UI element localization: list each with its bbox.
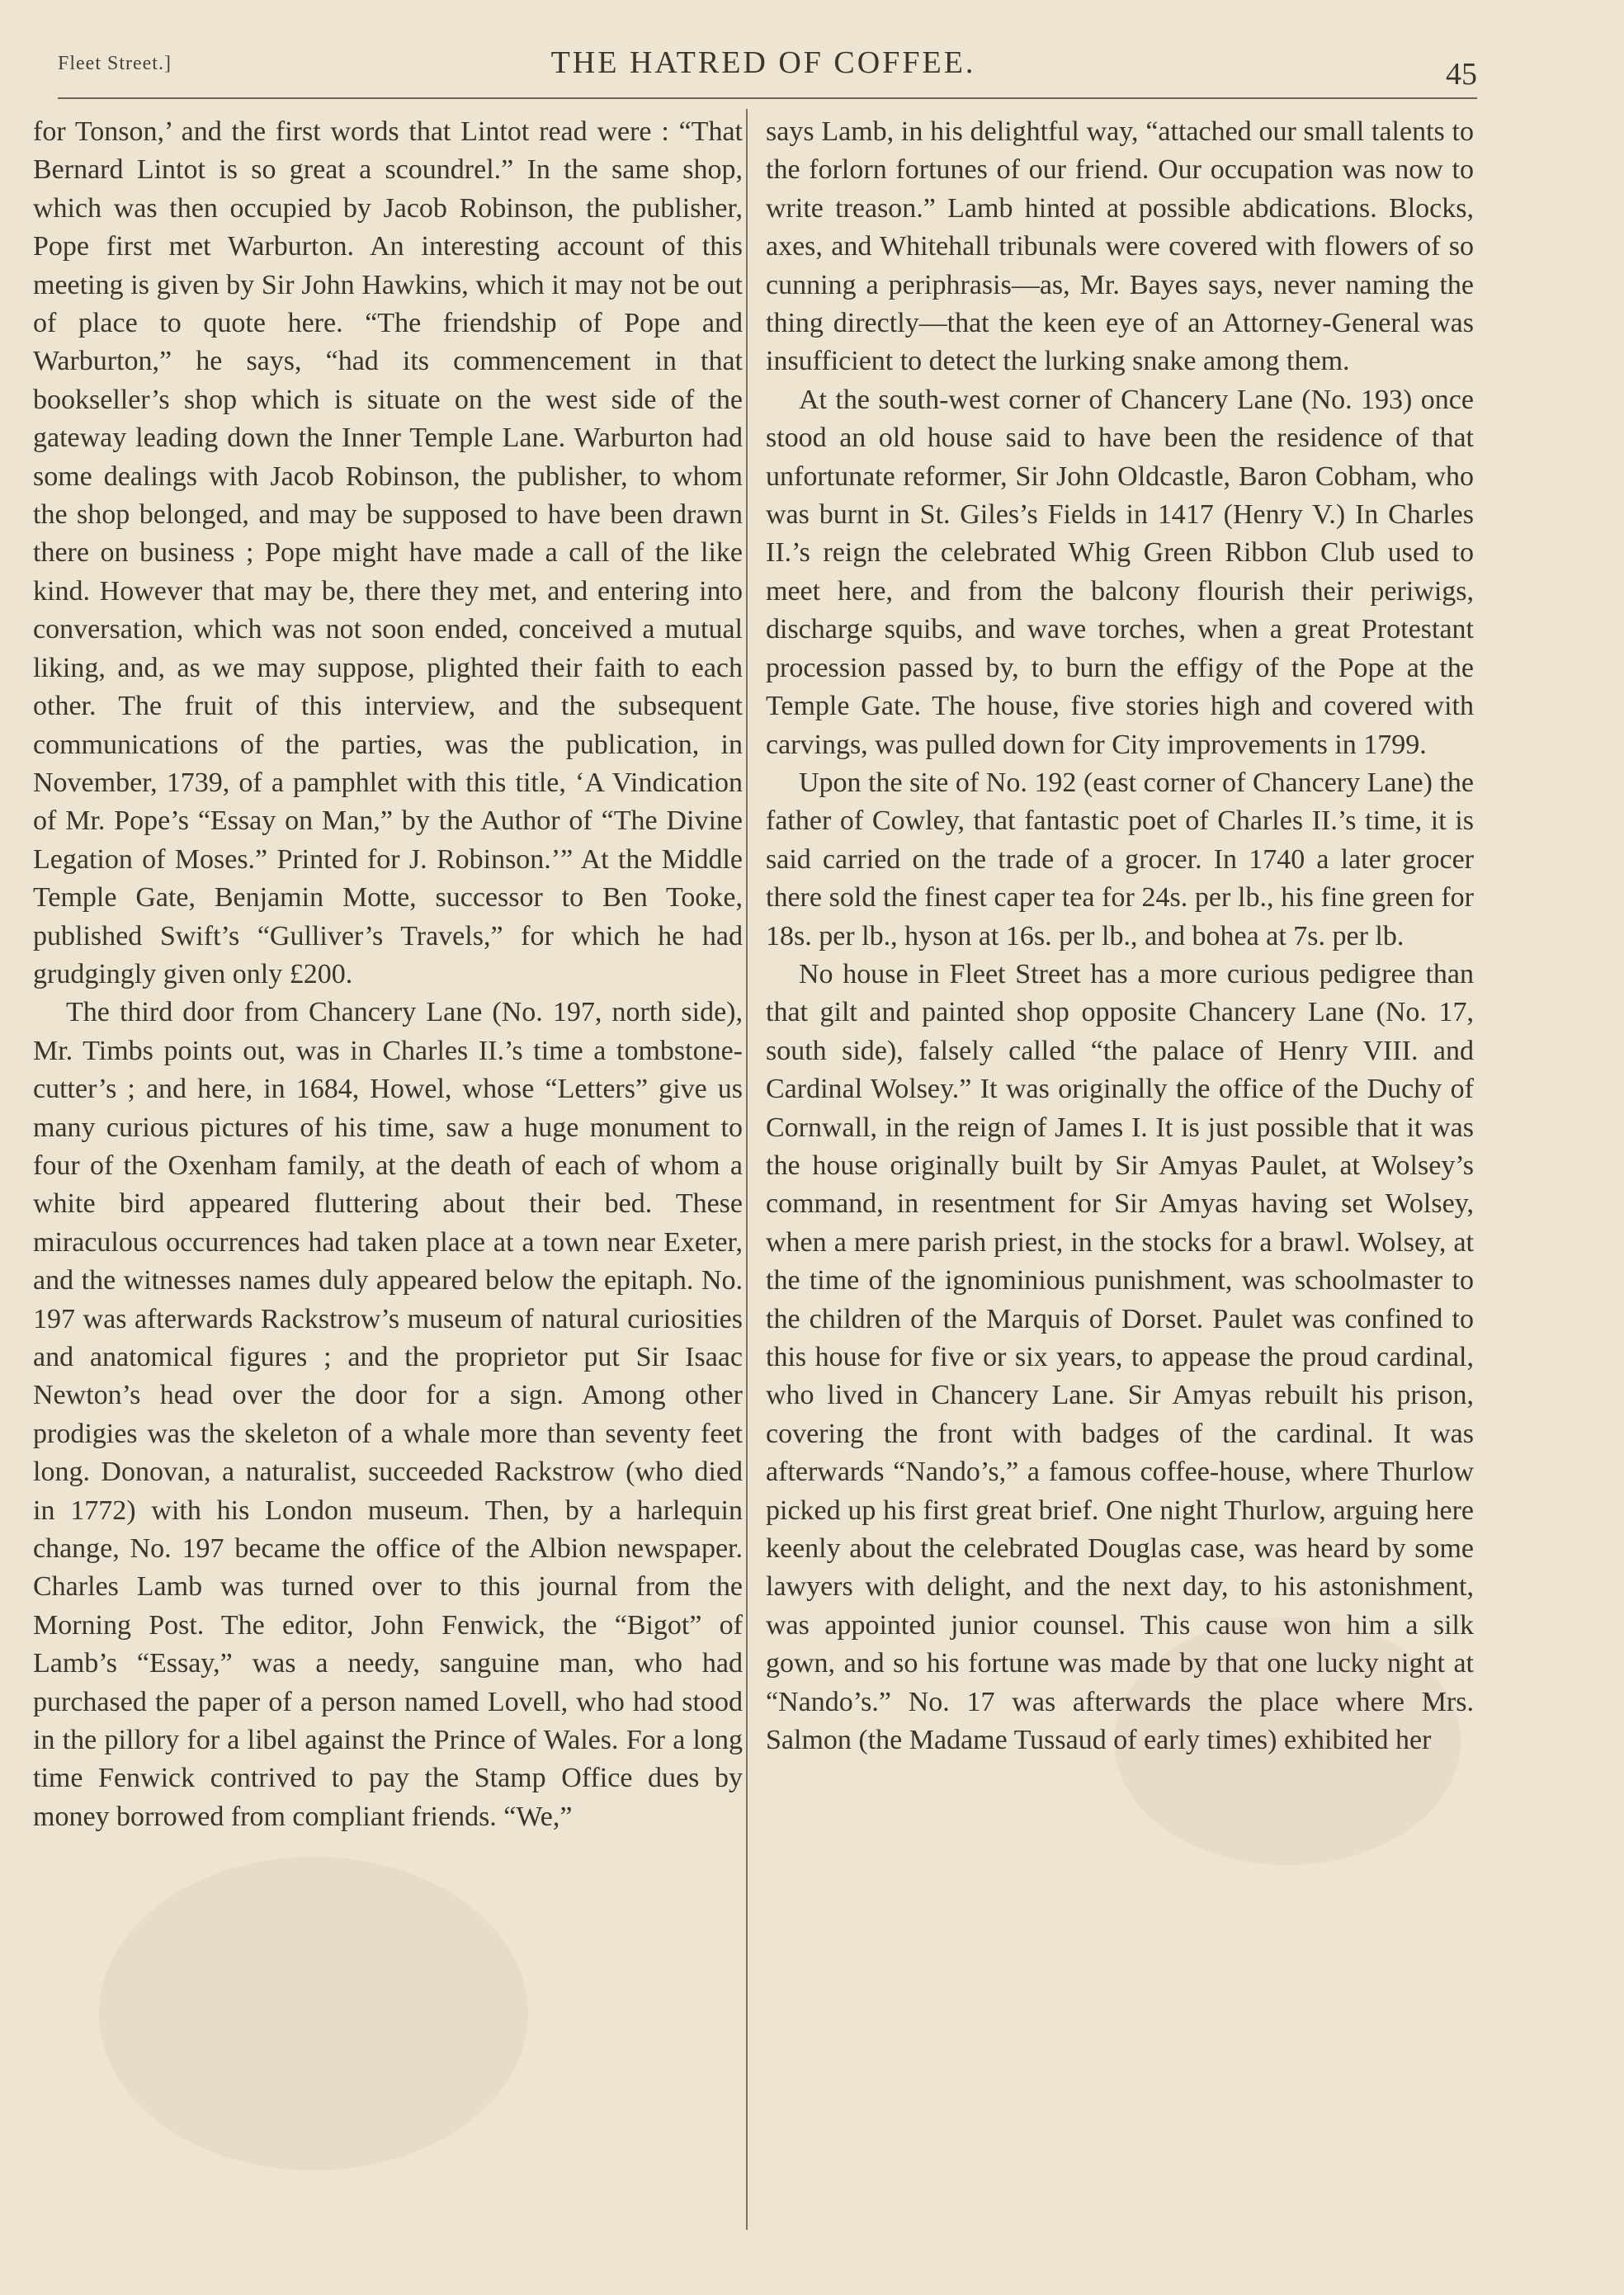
running-header: [50, 41, 1477, 107]
page-number: 45: [1446, 57, 1477, 92]
running-head-title: THE HATRED OF COFFEE.: [550, 45, 976, 80]
right-column: [766, 113, 1474, 1759]
paragraph: Upon the site of No. 192 (east corner of Chancery Lane) the father of Cowley, that fantastic poet of Charles II.’s time, it is said carried on the trade of a grocer. In 1740 a later grocer there sold the finest caper tea for 24s. per lb., his fine green for 18s. per lb., hyson at 16s. per lb., and bohea at 7s. per lb.: [766, 767, 1474, 952]
paper-stain: [99, 1857, 528, 2170]
paragraph: The third door from Chancery Lane (No. 197, north side), Mr. Timbs points out, was in Charles II.’s time a tombstone-cutter’s ; and here, in 1684, Howel, whose “Letters” give us many curious pictures of his time, saw a huge monument to four of the Oxenham family, at the death of each of whom a white bird appeared fluttering about their bed. These miraculous occurrences had taken place at a town near Exeter, and the witnesses names duly appeared below the epitaph. No. 197 was afterwards Rackstrow’s museum of natural curiosities and anatomical figures ; and the proprietor put Sir Isaac Newton’s head over the door for a sign. Among other prodigies was the skeleton of a whale more than seventy feet long. Donovan, a naturalist, succeeded Rackstrow (who died in 1772) with his London museum. Then, by a harlequin change, No. 197 became the office of the Albion newspaper. Charles Lamb was turned over to this journal from the Morning Post. The editor, John Fenwick, the “Bigot” of Lamb’s “Essay,” was a needy, sanguine man, who had purchased the paper of a person named Lovell, who had stood in the pillory for a libel against the Prince of Wales. For a long time Fenwick contrived to pay the Stamp Office dues by money borrowed from compliant friends. “We,”: [33, 997, 743, 1832]
header-rule: [58, 97, 1477, 99]
left-column: [33, 113, 743, 1836]
paragraph: No house in Fleet Street has a more curious pedigree than that gilt and painted shop opposite Chancery Lane (No. 17, south side), falsely called “the palace of Henry VIII. and Cardinal Wolsey.” It was originally the office of the Duchy of Cornwall, in the reign of James I. It is just possible that it was the house originally built by Sir Amyas Paulet, at Wolsey’s command, in resentment for Sir Amyas having set Wolsey, when a mere parish priest, in the stocks for a brawl. Wolsey, at the time of the ignominious punishment, was schoolmaster to the children of the Marquis of Dorset. Paulet was confined to this house for five or six years, to appease the proud cardinal, who lived in Chancery Lane. Sir Amyas rebuilt his prison, covering the front with badges of the cardinal. It was afterwards “Nando’s,” a famous coffee-house, where Thurlow picked up his first great brief. One night Thurlow, arguing here keenly about the celebrated Douglas case, was heard by some lawyers with delight, and the next day, to his astonishment, was appointed junior counsel. This cause won him a silk gown, and so his fortune was made by that one lucky night at “Nando’s.” No. 17 was afterwards the place where Mrs. Salmon (the Madame Tussaud of early times) exhibited her: [766, 958, 1474, 1756]
paragraph: says Lamb, in his delightful way, “attached our small talents to the forlorn fortunes of our friend. Our occupation was now to write treason.” Lamb hinted at possible abdications. Blocks, axes, and Whitehall tribunals were covered with flowers of so cunning a periphrasis—as, Mr. Bayes says, never naming the thing directly—that the keen eye of an Attorney-General was insufficient to detect the lurking snake among them.: [766, 116, 1474, 377]
paragraph: At the south-west corner of Chancery Lane (No. 193) once stood an old house said to have been the residence of that unfortunate reformer, Sir John Oldcastle, Baron Cobham, who was burnt in St. Giles’s Fields in 1417 (Henry V.) In Charles II.’s reign the celebrated Whig Green Ribbon Club used to meet here, and from the balcony flourish their periwigs, discharge squibs, and wave torches, when a great Protestant procession passed by, to burn the effigy of the Pope at the Temple Gate. The house, five stories high and covered with carvings, was pulled down for City improvements in 1799.: [766, 384, 1474, 760]
column-divider: [746, 109, 748, 2230]
running-head-section: Fleet Street.]: [58, 53, 172, 74]
paragraph: for Tonson,’ and the first words that Lintot read were : “That Bernard Lintot is so great a scoundrel.” In the same shop, which was then occupied by Jacob Robinson, the publisher, Pope first met Warburton. An interesting account of this meeting is given by Sir John Hawkins, which it may not be out of place to quote here. “The friendship of Pope and Warburton,” he says, “had its commencement in that bookseller’s shop which is situate on the west side of the gateway leading down the Inner Temple Lane. Warburton had some dealings with Jacob Robinson, the publisher, to whom the shop belonged, and may be supposed to have been drawn there on business ; Pope might have made a call of the like kind. However that may be, there they met, and entering into conversation, which was not soon ended, conceived a mutual liking, and, as we may suppose, plighted their faith to each other. The fruit of this interview, and the subsequent communications of the parties, was the publication, in November, 1739, of a pamphlet with this title, ‘A Vindication of Mr. Pope’s “Essay on Man,” by the Author of “The Divine Legation of Moses.” Printed for J. Robinson.’” At the Middle Temple Gate, Benjamin Motte, successor to Ben Tooke, published Swift’s “Gulliver’s Travels,” for which he had grudgingly given only £200.: [33, 116, 743, 989]
